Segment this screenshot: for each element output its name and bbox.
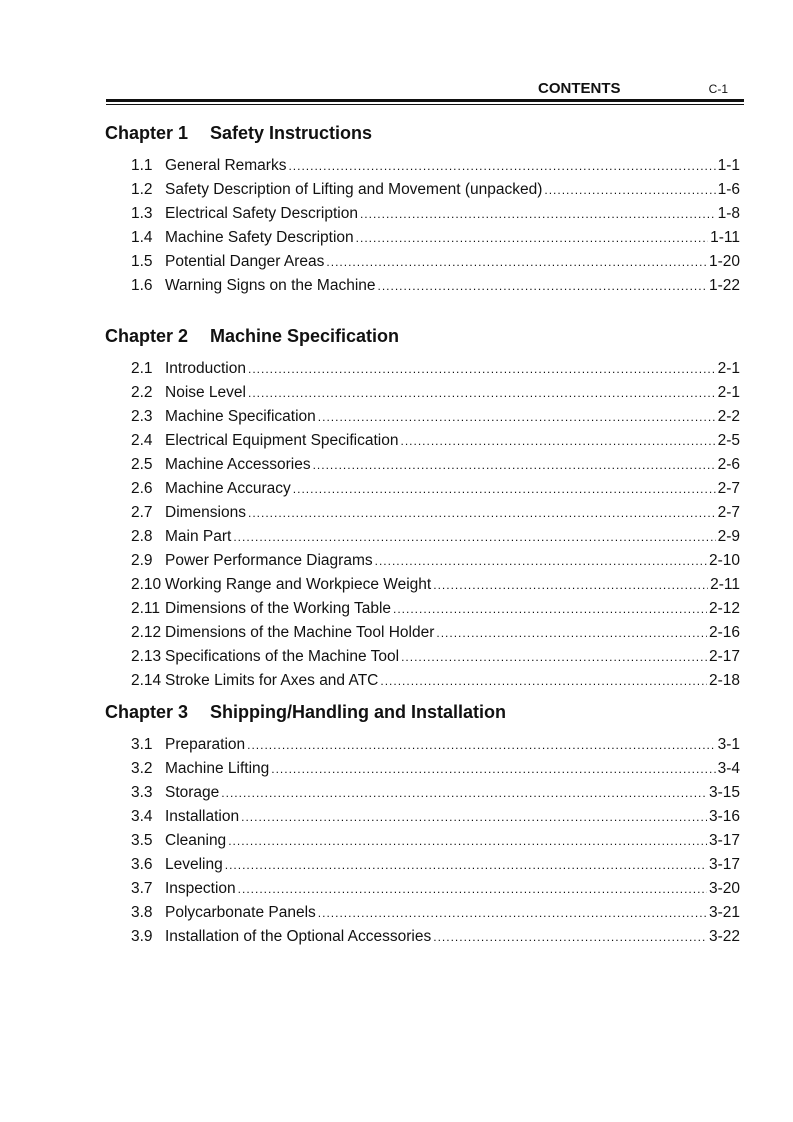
- entry-title: Electrical Equipment Specification: [165, 432, 399, 449]
- entry-number: 3.5: [131, 832, 153, 849]
- entry-title: Safety Description of Lifting and Movement (unpacked): [165, 181, 543, 198]
- toc-entry[interactable]: [131, 573, 740, 597]
- entry-title: Introduction: [165, 360, 246, 377]
- entry-number: 3.7: [131, 880, 153, 897]
- toc-entry[interactable]: [131, 274, 740, 298]
- dot-leader: [221, 781, 707, 805]
- entry-number: 2.14: [131, 672, 162, 689]
- dot-leader: [318, 901, 707, 925]
- dot-leader: [433, 925, 707, 949]
- entry-number: 2.8: [131, 528, 153, 545]
- entry-title: Working Range and Workpiece Weight: [165, 576, 432, 593]
- entry-number: 3.6: [131, 856, 153, 873]
- entry-page-number: 1-22: [708, 277, 740, 294]
- entry-number: 1.2: [131, 181, 153, 198]
- entry-page-number: 2-17: [708, 648, 740, 665]
- entry-title: General Remarks: [165, 157, 287, 174]
- entry-page-number: 2-7: [717, 504, 740, 521]
- toc-entry[interactable]: [131, 501, 740, 525]
- chapter-section: [105, 700, 745, 949]
- chapter-title: Machine Specification: [210, 326, 400, 346]
- entry-page-number: 2-2: [717, 408, 740, 425]
- toc-entry[interactable]: [131, 733, 740, 757]
- toc-entry[interactable]: [131, 405, 740, 429]
- entry-page-number: 2-16: [708, 624, 740, 641]
- entry-title: Specifications of the Machine Tool: [165, 648, 400, 665]
- entry-title: Dimensions: [165, 504, 246, 521]
- entry-number: 1.6: [131, 277, 153, 294]
- chapter-heading: [105, 121, 745, 145]
- entry-title: Potential Danger Areas: [165, 253, 325, 270]
- dot-leader: [375, 549, 707, 573]
- toc-entry[interactable]: [131, 429, 740, 453]
- entry-page-number: 1-1: [717, 157, 740, 174]
- entry-title: Machine Accessories: [165, 456, 311, 473]
- dot-leader: [247, 733, 715, 757]
- page-number: C-1: [708, 82, 728, 96]
- toc-entry[interactable]: [131, 549, 740, 573]
- chapter-heading: [105, 324, 745, 348]
- entry-number: 3.3: [131, 784, 153, 801]
- chapter-title: Shipping/Handling and Installation: [210, 702, 506, 722]
- entry-page-number: 3-4: [717, 760, 740, 777]
- entry-page-number: 3-21: [708, 904, 740, 921]
- dot-leader: [293, 477, 716, 501]
- entry-title: Polycarbonate Panels: [165, 904, 316, 921]
- dot-leader: [238, 877, 707, 901]
- entry-title: Cleaning: [165, 832, 227, 849]
- chapter-number: Chapter 3: [105, 702, 189, 722]
- toc-entry[interactable]: [131, 645, 740, 669]
- dot-leader: [271, 757, 715, 781]
- chapter-entries: [105, 154, 745, 298]
- entry-page-number: 2-6: [717, 456, 740, 473]
- toc-entry[interactable]: [131, 525, 740, 549]
- dot-leader: [356, 226, 708, 250]
- header-rule-thin: [106, 104, 744, 105]
- entry-title: Noise Level: [165, 384, 246, 401]
- entry-number: 2.9: [131, 552, 153, 569]
- entry-page-number: 3-16: [708, 808, 740, 825]
- entry-number: 3.4: [131, 808, 153, 825]
- entry-page-number: 2-12: [708, 600, 740, 617]
- entry-number: 2.13: [131, 648, 162, 665]
- entry-page-number: 1-11: [710, 229, 740, 246]
- header-rule-thick: [106, 99, 744, 102]
- entry-title: Preparation: [165, 736, 246, 753]
- dot-leader: [225, 853, 707, 877]
- toc-entry[interactable]: [131, 669, 740, 693]
- toc-entry[interactable]: [131, 877, 740, 901]
- chapter-section: [105, 121, 745, 298]
- chapter-heading: [105, 700, 745, 724]
- entry-title: Machine Accuracy: [165, 480, 291, 497]
- entry-page-number: 3-17: [708, 832, 740, 849]
- entry-page-number: 2-7: [717, 480, 740, 497]
- dot-leader: [326, 250, 707, 274]
- entry-number: 2.7: [131, 504, 153, 521]
- entry-title: Installation of the Optional Accessories: [165, 928, 432, 945]
- dot-leader: [248, 357, 716, 381]
- entry-title: Stroke Limits for Axes and ATC: [165, 672, 379, 689]
- dot-leader: [288, 154, 715, 178]
- dot-leader: [241, 805, 707, 829]
- entry-number: 1.5: [131, 253, 153, 270]
- entry-number: 1.3: [131, 205, 153, 222]
- toc-entry[interactable]: [131, 901, 740, 925]
- dot-leader: [228, 829, 707, 853]
- dot-leader: [433, 573, 708, 597]
- entry-page-number: 1-6: [717, 181, 740, 198]
- entry-number: 2.3: [131, 408, 153, 425]
- toc-entry[interactable]: [131, 829, 740, 853]
- dot-leader: [544, 178, 715, 202]
- toc-entry[interactable]: [131, 250, 740, 274]
- entry-number: 2.10: [131, 576, 162, 593]
- page-title: CONTENTS: [538, 80, 621, 97]
- entry-page-number: 3-15: [708, 784, 740, 801]
- entry-title: Dimensions of the Machine Tool Holder: [165, 624, 435, 641]
- dot-leader: [318, 405, 716, 429]
- entry-number: 3.9: [131, 928, 153, 945]
- dot-leader: [233, 525, 715, 549]
- entry-title: Dimensions of the Working Table: [165, 600, 392, 617]
- dot-leader: [400, 429, 715, 453]
- dot-leader: [436, 621, 707, 645]
- dot-leader: [248, 381, 716, 405]
- entry-page-number: 3-22: [708, 928, 740, 945]
- entry-page-number: 3-20: [708, 880, 740, 897]
- toc-entry[interactable]: [131, 202, 740, 226]
- entry-number: 1.4: [131, 229, 153, 246]
- entry-page-number: 1-8: [717, 205, 740, 222]
- entry-number: 3.2: [131, 760, 153, 777]
- entry-number: 1.1: [131, 157, 153, 174]
- entry-number: 2.4: [131, 432, 153, 449]
- entry-title: Machine Specification: [165, 408, 316, 425]
- entry-number: 2.1: [131, 360, 153, 377]
- entry-page-number: 2-5: [717, 432, 740, 449]
- entry-title: Warning Signs on the Machine: [165, 277, 376, 294]
- toc-entry[interactable]: [131, 178, 740, 202]
- toc-entry[interactable]: [131, 925, 740, 949]
- toc-entry[interactable]: [131, 805, 740, 829]
- entry-page-number: 3-17: [708, 856, 740, 873]
- entry-title: Power Performance Diagrams: [165, 552, 373, 569]
- toc-entry[interactable]: [131, 357, 740, 381]
- entry-page-number: 3-1: [717, 736, 740, 753]
- toc-entry[interactable]: [131, 621, 740, 645]
- entry-page-number: 2-1: [717, 384, 740, 401]
- entry-title: Storage: [165, 784, 220, 801]
- entry-page-number: 1-20: [708, 253, 740, 270]
- dot-leader: [393, 597, 707, 621]
- chapter-number: Chapter 1: [105, 123, 189, 143]
- entry-title: Inspection: [165, 880, 236, 897]
- entry-page-number: 2-18: [708, 672, 740, 689]
- toc-entry[interactable]: [131, 477, 740, 501]
- entry-number: 2.12: [131, 624, 162, 641]
- toc-entry[interactable]: [131, 853, 740, 877]
- chapter-entries: [105, 733, 745, 949]
- entry-page-number: 2-1: [717, 360, 740, 377]
- chapter-title: Safety Instructions: [210, 123, 373, 143]
- dot-leader: [380, 669, 707, 693]
- dot-leader: [248, 501, 716, 525]
- chapter-entries: [105, 357, 745, 693]
- entry-page-number: 2-10: [708, 552, 740, 569]
- toc-entry[interactable]: [131, 757, 740, 781]
- chapter-number: Chapter 2: [105, 326, 189, 346]
- dot-leader: [360, 202, 716, 226]
- toc-entry[interactable]: [131, 226, 740, 250]
- toc-entry[interactable]: [131, 154, 740, 178]
- entry-number: 2.5: [131, 456, 153, 473]
- entry-number: 2.6: [131, 480, 153, 497]
- entry-title: Main Part: [165, 528, 232, 545]
- entry-page-number: 2-9: [717, 528, 740, 545]
- entry-title: Leveling: [165, 856, 223, 873]
- chapter-section: [105, 324, 745, 693]
- entry-title: Machine Lifting: [165, 760, 270, 777]
- entry-number: 2.11: [131, 600, 161, 617]
- entry-title: Electrical Safety Description: [165, 205, 358, 222]
- entry-title: Installation: [165, 808, 240, 825]
- toc-entry[interactable]: [131, 781, 740, 805]
- entry-page-number: 2-11: [710, 576, 740, 593]
- dot-leader: [378, 274, 707, 298]
- toc-entry[interactable]: [131, 597, 740, 621]
- toc-entry[interactable]: [131, 453, 740, 477]
- entry-title: Machine Safety Description: [165, 229, 354, 246]
- dot-leader: [401, 645, 707, 669]
- toc-entry[interactable]: [131, 381, 740, 405]
- dot-leader: [313, 453, 716, 477]
- entry-number: 3.8: [131, 904, 153, 921]
- entry-number: 3.1: [131, 736, 153, 753]
- entry-number: 2.2: [131, 384, 153, 401]
